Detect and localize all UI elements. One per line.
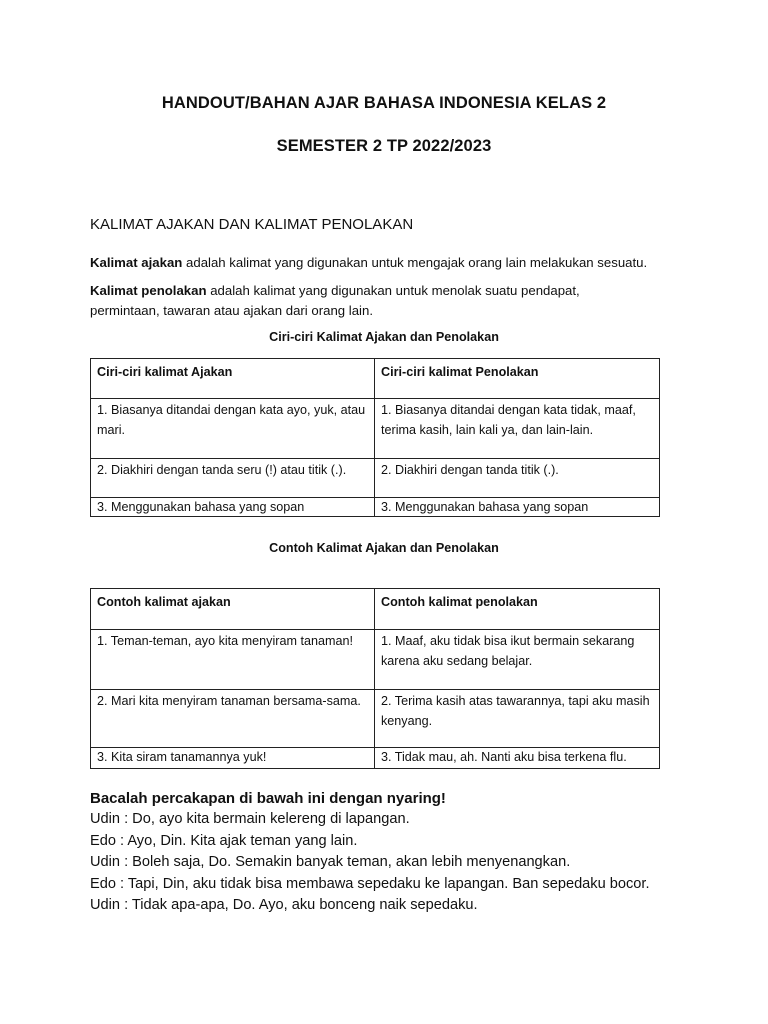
table-cell: 3. Tidak mau, ah. Nanti aku bisa terkena flu. (375, 748, 660, 769)
table-cell: 1. Maaf, aku tidak bisa ikut bermain sekarang karena aku sedang belajar. (375, 630, 660, 690)
table-row (91, 399, 660, 459)
dialog-line: Udin : Do, ayo kita bermain kelereng di lapangan. (90, 811, 410, 827)
dialog-line: Edo : Tapi, Din, aku tidak bisa membawa sepedaku ke lapangan. Ban sepedaku bocor. (90, 875, 650, 892)
dialog-block (90, 809, 730, 917)
table-header-cell: Ciri-ciri kalimat Ajakan (91, 359, 375, 399)
definition-term: Kalimat penolakan (90, 283, 207, 298)
table-cell: 1. Teman-teman, ayo kita menyiram tanaman! (91, 630, 375, 690)
table-cell: 1. Biasanya ditandai dengan kata tidak, maaf, terima kasih, lain kali ya, dan lain-lain. (375, 399, 660, 459)
dialog-line: Edo : Ayo, Din. Kita ajak teman yang lain. (90, 832, 358, 849)
table-cell: 2. Diakhiri dengan tanda seru (!) atau titik (.). (91, 459, 375, 498)
table-row (91, 690, 660, 748)
table-cell: 2. Terima kasih atas tawarannya, tapi aku masih kenyang. (375, 690, 660, 748)
table-caption: Ciri-ciri Kalimat Ajakan dan Penolakan (269, 330, 499, 344)
table-row (91, 459, 660, 498)
table-header-cell: Contoh kalimat ajakan (91, 589, 375, 630)
table-header-row (91, 359, 660, 399)
table-caption: Contoh Kalimat Ajakan dan Penolakan (269, 541, 499, 555)
table-row (91, 748, 660, 769)
table-cell: 2. Mari kita menyiram tanaman bersama-sama. (91, 690, 375, 748)
table-header-cell: Ciri-ciri kalimat Penolakan (375, 359, 660, 399)
definition-ajakan (90, 253, 690, 273)
characteristics-table (90, 358, 660, 517)
table-cell: 3. Kita siram tanamannya yuk! (91, 748, 375, 769)
dialog-line: Udin : Boleh saja, Do. Semakin banyak teman, akan lebih menyenangkan. (90, 854, 571, 870)
dialog-line: Udin : Tidak apa-apa, Do. Ayo, aku bonceng naik sepedaku. (90, 897, 478, 913)
document-title: HANDOUT/BAHAN AJAR BAHASA INDONESIA KELAS 2 (161, 94, 607, 112)
definition-text: adalah kalimat yang digunakan untuk mengajak orang lain melakukan sesuatu. (182, 255, 648, 270)
table-cell: 3. Menggunakan bahasa yang sopan (375, 498, 660, 517)
definition-penolakan (90, 281, 650, 321)
table-row (91, 630, 660, 690)
section-heading: KALIMAT AJAKAN DAN KALIMAT PENOLAKAN (90, 216, 414, 233)
table-row (91, 498, 660, 517)
document-subtitle: SEMESTER 2 TP 2022/2023 (276, 137, 492, 155)
definition-term: Kalimat ajakan (90, 255, 183, 270)
definition-text: adalah kalimat yang digunakan untuk menolak suatu pendapat, permintaan, tawaran atau ajakan dari orang lain. (90, 283, 580, 318)
table-header-row (91, 589, 660, 630)
dialog-instruction: Bacalah percakapan di bawah ini dengan nyaring! (90, 790, 446, 807)
table-cell: 1. Biasanya ditandai dengan kata ayo, yuk, atau mari. (91, 399, 375, 459)
examples-table (90, 588, 660, 769)
table-header-cell: Contoh kalimat penolakan (375, 589, 660, 630)
table-cell: 2. Diakhiri dengan tanda titik (.). (375, 459, 660, 498)
table-cell: 3. Menggunakan bahasa yang sopan (91, 498, 375, 517)
